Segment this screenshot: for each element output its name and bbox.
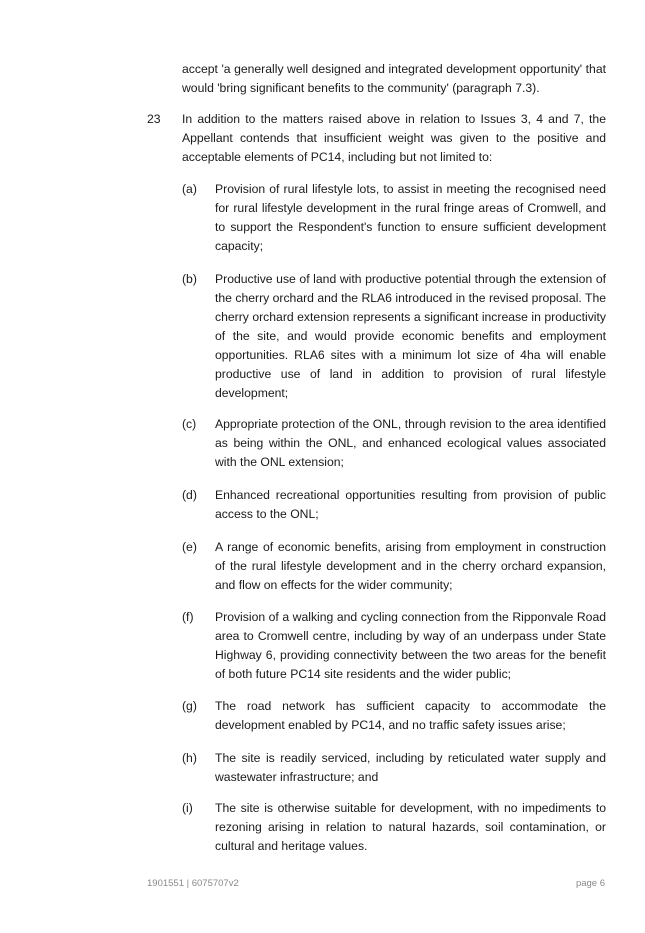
list-item-text: Enhanced recreational opportunities resulting from provision of public access to the ONL; bbox=[215, 488, 606, 521]
footer-document-reference: 1901551 | 6075707v2 bbox=[147, 878, 239, 889]
intro-text: accept 'a generally well designed and integrated development opportunity' that would 'bring significant benefits to the community' (paragraph 7.3). bbox=[182, 62, 606, 95]
list-item-text: The site is otherwise suitable for development, with no impediments to rezoning arising in relation to natural hazards, soil contamination, or cultural and heritage values. bbox=[215, 801, 606, 853]
list-item-text: Appropriate protection of the ONL, through revision to the area identified as being within the ONL, and enhanced ecological values associated with the ONL extension; bbox=[215, 417, 606, 469]
footer-page-number: page 6 bbox=[575, 878, 605, 889]
list-item-text: The site is readily serviced, including by reticulated water supply and wastewater infrastructure; and bbox=[215, 751, 606, 784]
list-item-text: Provision of rural lifestyle lots, to assist in meeting the recognised need for rural lifestyle development in the rural fringe areas of Cromwell, and to support the Respondent's function to ensure sufficient development capacity; bbox=[215, 182, 606, 253]
list-item-label: (d) bbox=[182, 488, 197, 502]
list-item-text: Productive use of land with productive potential through the extension of the cherry orchard and the RLA6 introduced in the revised proposal. The cherry orchard extension represents a significant increase in productivity of the site, and would provide economic benefits and employment opportunities. RLA6 sites with a minimum lot size of 4ha will enable productive use of land in addition to provision of rural lifestyle development; bbox=[215, 272, 606, 400]
list-item-label: (h) bbox=[182, 751, 197, 765]
list-item-label: (c) bbox=[182, 417, 197, 431]
list-item-label: (b) bbox=[182, 272, 197, 286]
list-item-label: (e) bbox=[182, 540, 197, 554]
list-item-text: The road network has sufficient capacity to accommodate the development enabled by PC14, and no traffic safety issues arise; bbox=[215, 699, 606, 732]
list-item-label: (a) bbox=[182, 182, 197, 196]
paragraph-number: 23 bbox=[147, 112, 161, 126]
list-item-text: A range of economic benefits, arising from employment in construction of the rural lifestyle development and in the cherry orchard expansion, and flow on effects for the wider community; bbox=[215, 540, 606, 592]
list-item-label: (f) bbox=[182, 610, 194, 624]
list-item-label: (i) bbox=[182, 801, 193, 815]
list-item-label: (g) bbox=[182, 699, 197, 713]
list-item-text: Provision of a walking and cycling connection from the Ripponvale Road area to Cromwell centre, including by way of an underpass under State Highway 6, providing connectivity between the two areas for the benefit of both future PC14 site residents and the wider public; bbox=[215, 610, 606, 681]
paragraph-text: In addition to the matters raised above in relation to Issues 3, 4 and 7, the Appellant contends that insufficient weight was given to the positive and acceptable elements of PC14, including but not limited to: bbox=[182, 112, 606, 164]
